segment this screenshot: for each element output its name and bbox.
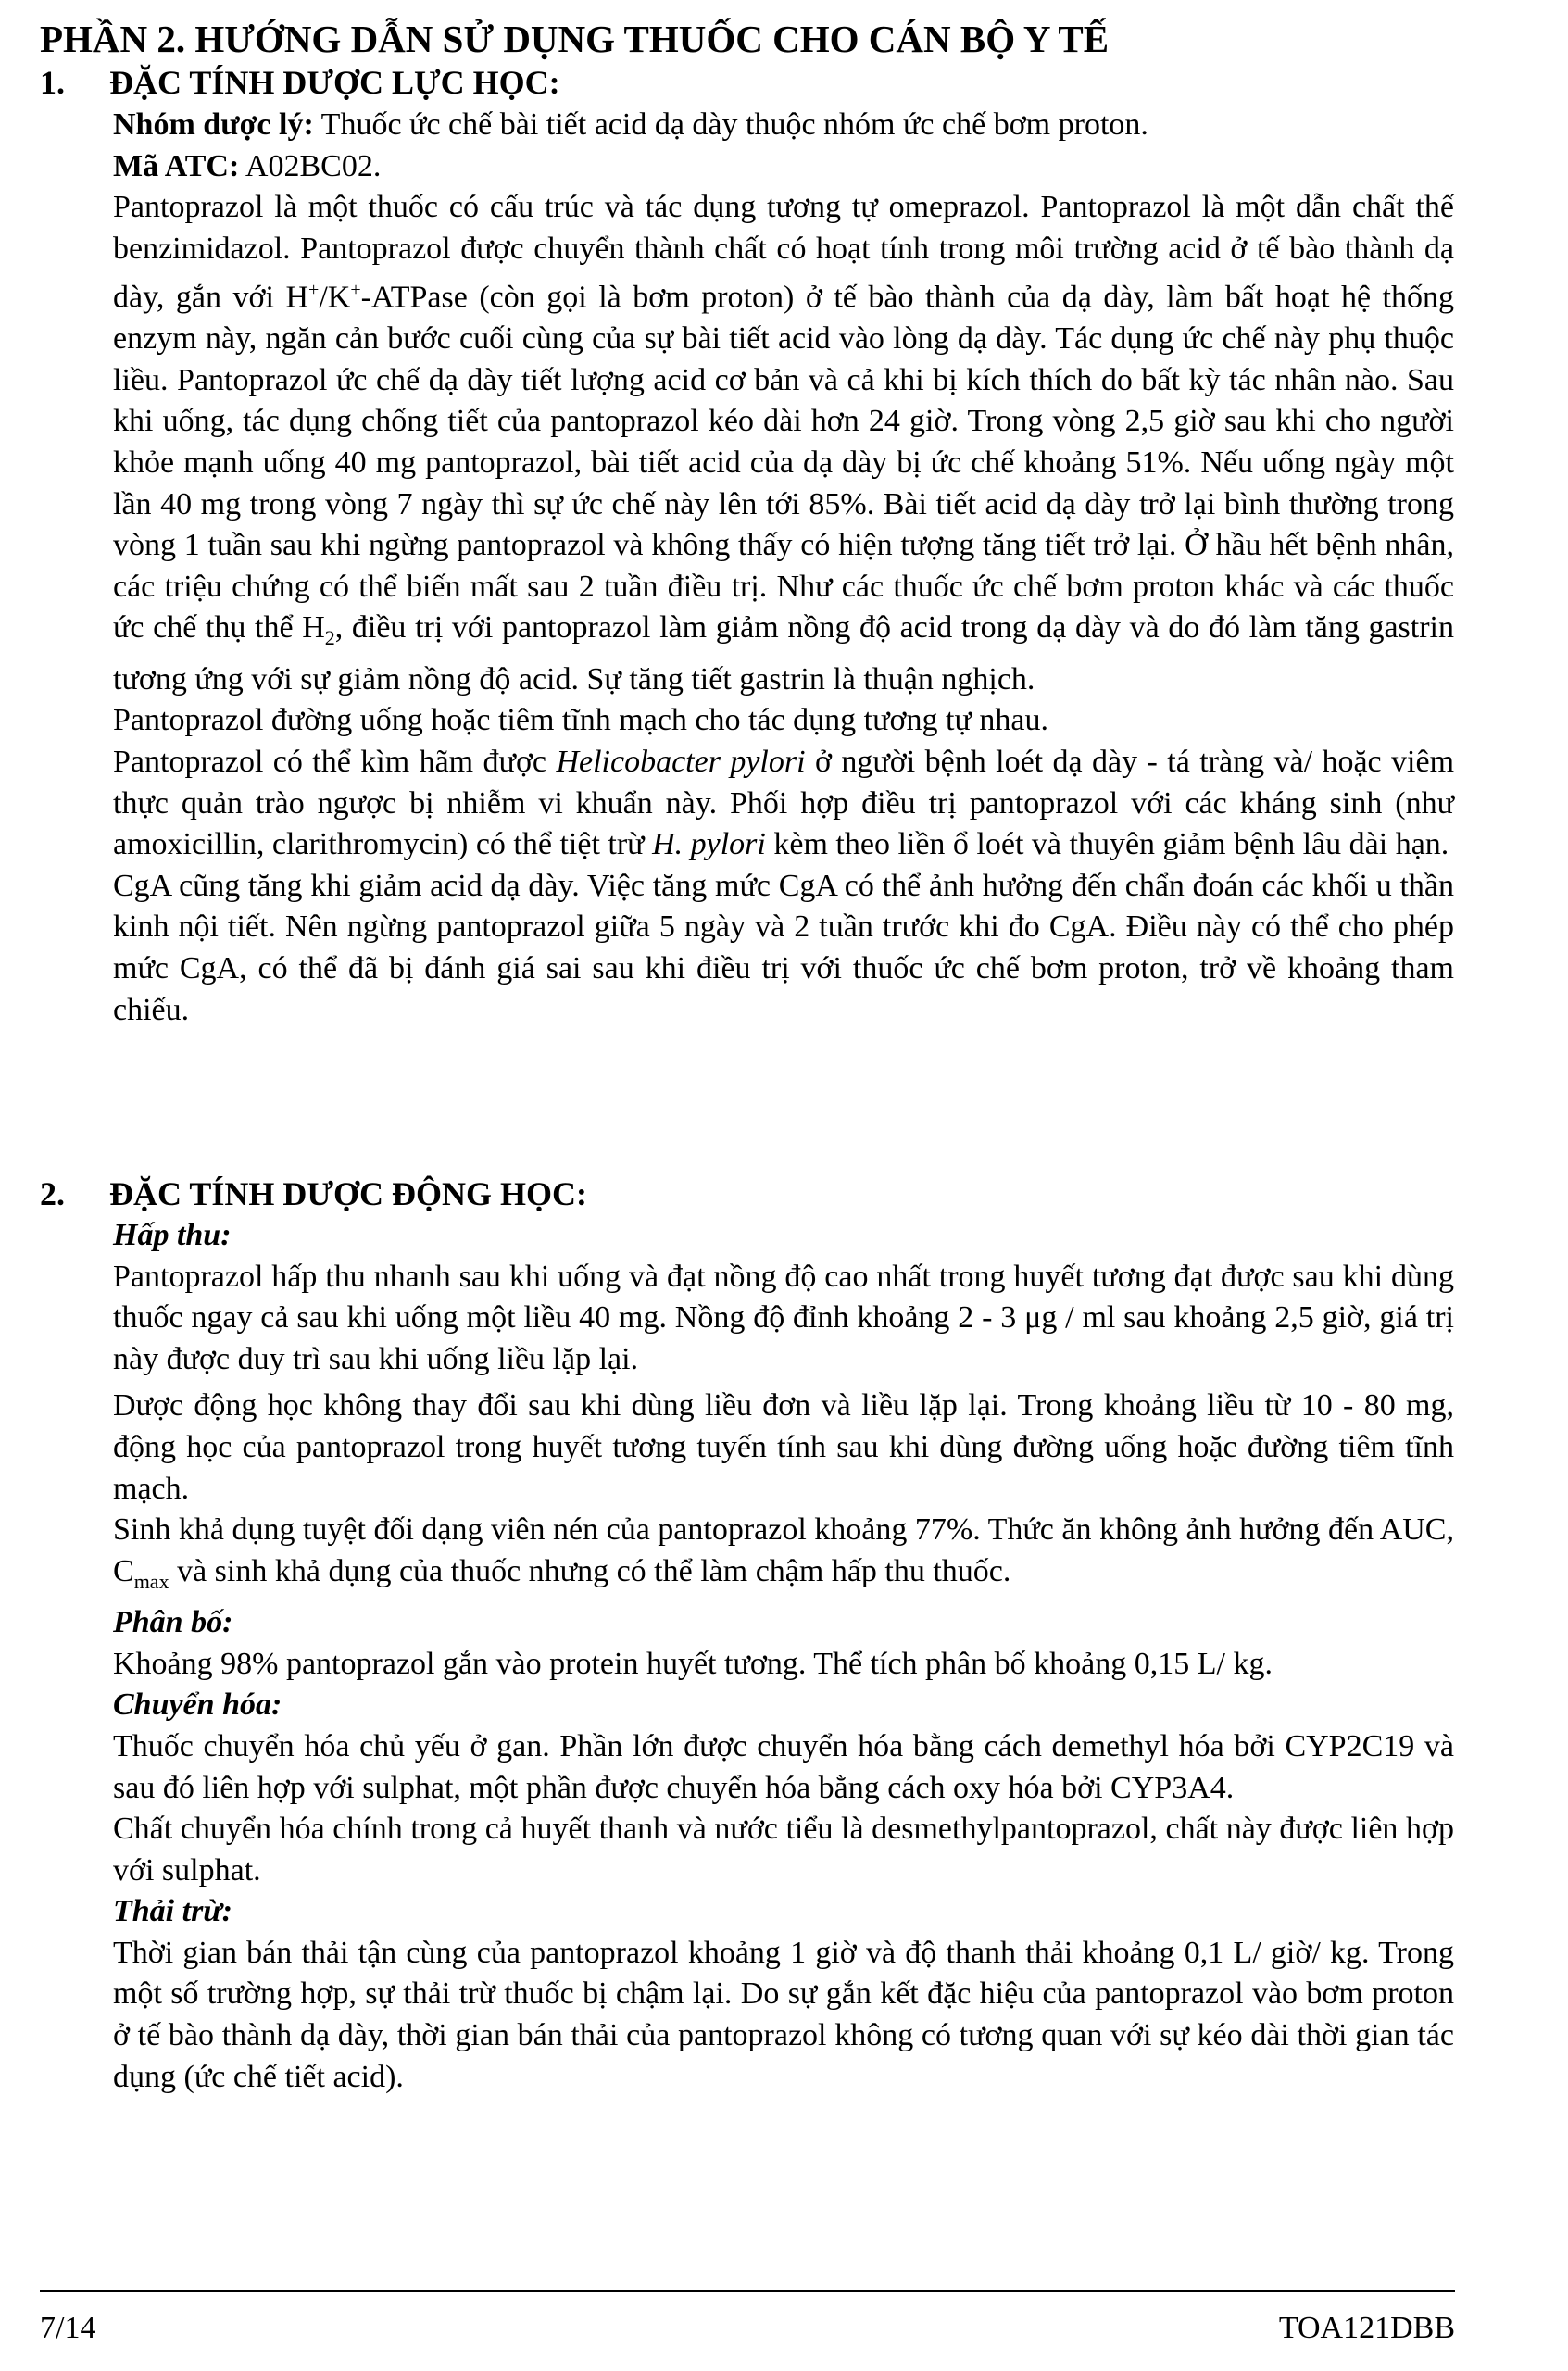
elimination-heading: Thải trừ: [113,1894,232,1929]
subscript: max [133,1569,169,1593]
section-1-body [113,105,1454,1031]
section-2-body [113,1215,1454,2098]
text-run: Pantoprazol có thể kìm hãm được [113,745,557,780]
section-2-heading [40,1174,587,1213]
text-run: kèm theo liền ổ loét và thuyên giảm bệnh lâu dài hạn. [765,827,1449,862]
distribution-heading: Phân bố: [113,1605,233,1640]
section-1-title: ĐẶC TÍNH DƯỢC LỰC HỌC: [109,64,560,101]
text-run: , điều trị với pantoprazol làm giảm nồng độ acid trong dạ dày và do đó làm tăng gastrin tương ứng với sự giảm nồng độ acid. Sự tăng tiết gastrin là thuận nghịch. [113,610,1454,696]
text-run: Sinh khả dụng tuyệt đối dạng viên nén của pantoprazol khoảng 77%. Thức ăn không ảnh hưởng đến AUC, C [113,1512,1454,1588]
text-run: ở người bệnh loét dạ dày - tá tràng và/ hoặc viêm thực quản trào ngược bị nhiễm vi khuẩn này. Phối hợp điều trị pantoprazol với các kháng sinh (như amoxicillin, clarithromycin) có thể tiệt trừ [113,745,1455,862]
text-run: -ATPase (còn gọi là bơm proton) ở tế bào thành của dạ dày, làm bất hoạt hệ thống enzym này, ngăn cản bước cuối cùng của sự bài tiết acid vào lòng dạ dày. Tác dụng ức chế này phụ thuộc liều. Pantoprazol ức chế dạ dày tiết lượng acid cơ bản và cả khi bị kích thích do bất kỳ tác nhân nào. Sau khi uống, tác dụng chống tiết của pantoprazol kéo dài hơn 24 giờ. Trong vòng 2,5 giờ sau khi cho người khỏe mạnh uống 40 mg pantoprazol, bài tiết acid của dạ dày bị ức chế khoảng 51%. Nếu uống ngày một lần 40 mg trong vòng 7 ngày thì sự ức chế này lên tới 85%. Bài tiết acid dạ dày trở lại bình thường trong vòng 1 tuần sau khi ngừng pantoprazol và không thấy có hiện tượng tăng tiết trở lại. Ở hầu hết bệnh nhân, các triệu chứng có thể biến mất sau 2 tuần điều trị. Như các thuốc ức chế bơm proton khác và các thuốc ức chế thụ thể H [113,280,1454,646]
pharmacodynamics-paragraph-1 [113,187,1454,700]
absorption-paragraph-2: Dược động học không thay đổi sau khi dùng liều đơn và liều lặp lại. Trong khoảng liều từ 10 - 80 mg, động học của pantoprazol trong huyết tương tuyến tính sau khi dùng đường uống hoặc đường tiêm tĩnh mạch. [113,1388,1454,1506]
section-2-number: 2. [40,1175,65,1212]
footer-divider [40,2290,1455,2292]
text-run: sau khoảng 2,5 giờ, giá trị này được duy trì sau khi uống liều lặp lại. [113,1300,1454,1376]
document-code: TOA121DBB [1278,2311,1455,2345]
pharmacologic-group-value: Thuốc ức chế bài tiết acid dạ dày thuộc nhóm ức chế bơm proton. [313,107,1148,142]
text-run: Pantoprazol hấp thu nhanh sau khi uống và đạt nồng độ cao nhất trong huyết tương đạt được sau khi dùng thuốc ngay cả sau khi uống một liều 40 mg. Nồng độ đỉnh khoảng 2 - 3 [113,1259,1454,1336]
page-title: PHẦN 2. HƯỚNG DẪN SỬ DỤNG THUỐC CHO CÁN BỘ Y TẾ [40,18,1110,60]
atc-code [113,146,1454,188]
atc-code-value: A02BC02. [239,148,382,183]
pharmacodynamics-paragraph-2: Pantoprazol đường uống hoặc tiêm tĩnh mạch cho tác dụng tương tự nhau. [113,703,1048,738]
pharmacologic-group-label: Nhóm dược lý: [113,107,314,142]
superscript: + [350,280,361,301]
section-1-number: 1. [40,64,65,101]
pharmacodynamics-paragraph-4: CgA cũng tăng khi giảm acid dạ dày. Việc tăng mức CgA có thể ảnh hưởng đến chẩn đoán các khối u thần kinh nội tiết. Nên ngừng pantoprazol giữa 5 ngày và 2 tuần trước khi đo CgA. Điều này có thể cho phép mức CgA, có thể đã bị đánh giá sai sau khi điều trị với thuốc ức chế bơm proton, trở về khoảng tham chiếu. [113,868,1454,1027]
text-run: Pantoprazol là một thuốc có cấu trúc và tác dụng tương tự omeprazol. Pantoprazol là một dẫn chất thế benzimidazol. Pantoprazol được chuyển thành chất có hoạt tính trong môi trường acid ở tế bào thành dạ dày, gắn với H [113,190,1454,315]
metabolism-heading: Chuyển hóa: [113,1687,282,1723]
section-2-title: ĐẶC TÍNH DƯỢC ĐỘNG HỌC: [109,1175,588,1212]
text-run: /K [319,280,351,315]
pharmacodynamics-paragraph-3 [113,742,1454,866]
section-1-heading [40,63,560,102]
italic-species-name: Helicobacter pylori [556,745,806,780]
distribution-paragraph: Khoảng 98% pantoprazol gắn vào protein huyết tương. Thể tích phân bố khoảng 0,15 L/ kg. [113,1646,1273,1681]
absorption-paragraph-3 [113,1510,1454,1602]
absorption-paragraph-1 [113,1257,1454,1381]
italic-species-name: H. pylori [652,827,766,862]
subscript: 2 [324,626,335,650]
elimination-paragraph: Thời gian bán thải tận cùng của pantoprazol khoảng 1 giờ và độ thanh thải khoảng 0,1 L/ giờ/ kg. Trong một số trường hợp, sự thải trừ thuốc bị chậm lại. Do sự gắn kết đặc hiệu của pantoprazol vào bơm proton ở tế bào thành dạ dày, thời gian bán thải của pantoprazol không có tương quan với sự kéo dài thời gian tác dụng (ức chế tiết acid). [113,1935,1454,2094]
metabolism-paragraph-1: Thuốc chuyển hóa chủ yếu ở gan. Phần lớn được chuyển hóa bằng cách demethyl hóa bởi CYP2C19 và sau đó liên hợp với sulphat, một phần được chuyển hóa bằng cách oxy hóa bởi CYP3A4. [113,1728,1454,1805]
text-run: và sinh khả dụng của thuốc nhưng có thể làm chậm hấp thu thuốc. [169,1553,1011,1588]
metabolism-paragraph-2: Chất chuyển hóa chính trong cả huyết thanh và nước tiểu là desmethylpantoprazol, chất này được liên hợp với sulphat. [113,1812,1454,1888]
superscript: + [308,280,320,301]
atc-code-label: Mã ATC: [113,148,240,183]
page-number: 7/14 [40,2311,96,2345]
unit-text: μg / ml [1024,1300,1116,1336]
absorption-heading: Hấp thu: [113,1218,232,1252]
pharmacologic-group [113,105,1454,146]
